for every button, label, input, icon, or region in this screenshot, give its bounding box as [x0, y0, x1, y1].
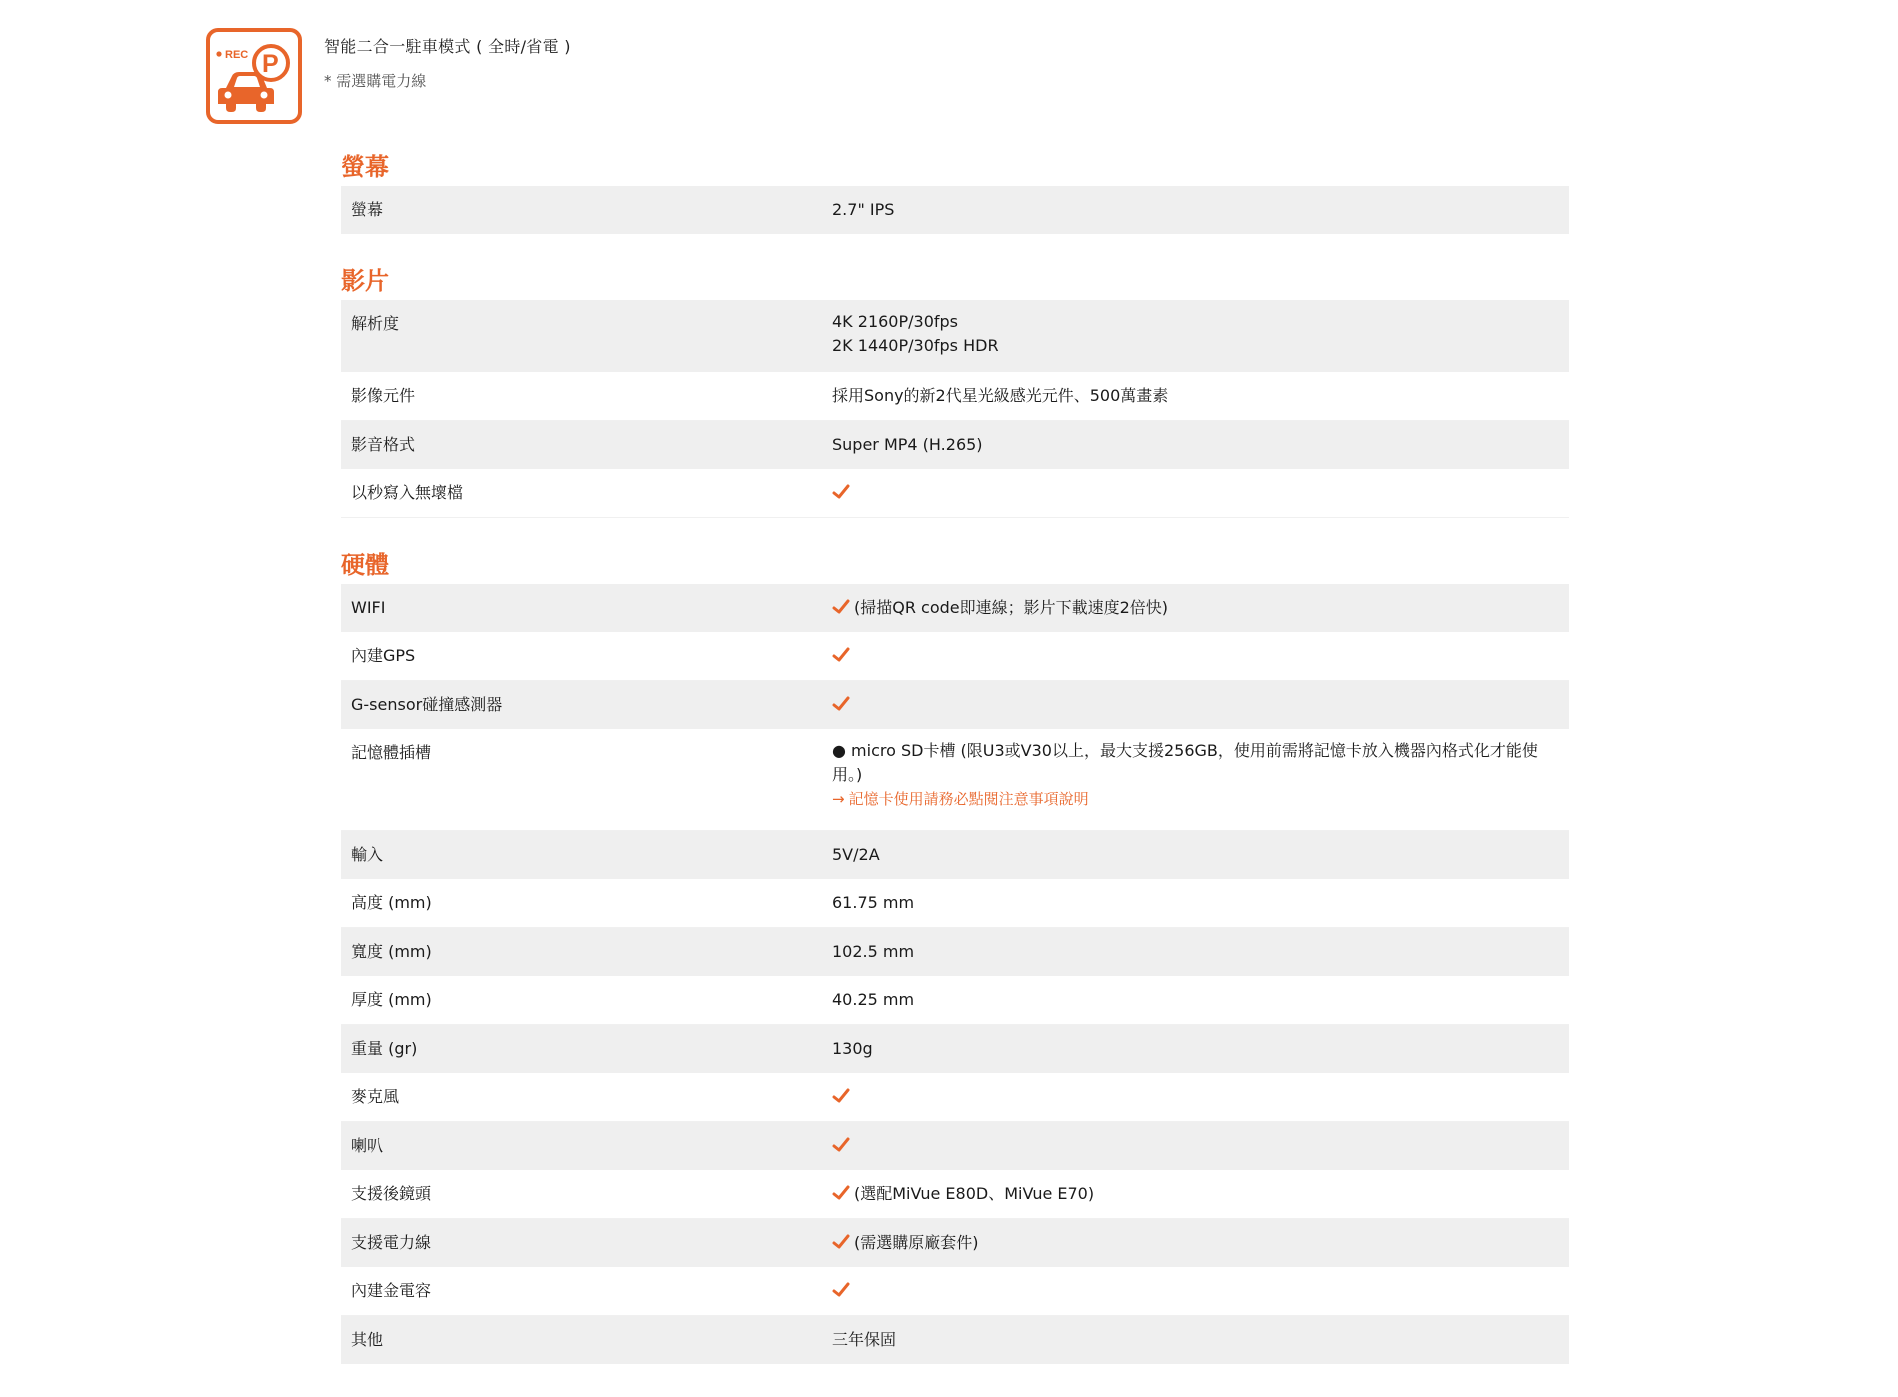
spec-row — [341, 1122, 1569, 1170]
checkmark-icon — [832, 1281, 850, 1299]
spec-label: 支援後鏡頭 — [351, 1184, 432, 1203]
spec-label: 解析度 — [351, 314, 400, 333]
spec-row — [341, 584, 1569, 632]
spec-label: 影像元件 — [351, 386, 416, 405]
spec-label: 輸入 — [351, 845, 384, 864]
spec-row — [341, 1025, 1569, 1073]
feature-note: * 需選購電力線 — [324, 72, 427, 90]
checkmark-icon — [832, 483, 850, 501]
spec-value — [832, 1073, 1569, 1121]
rec-label: REC — [225, 49, 249, 61]
spec-label: WIFI — [351, 598, 386, 617]
checkmark-icon — [832, 1136, 850, 1154]
checkmark-icon — [832, 646, 850, 664]
spec-value — [832, 681, 1569, 729]
spec-row — [341, 928, 1569, 976]
memory-card-notice-link[interactable] — [832, 787, 1539, 811]
section-title: 影片 — [341, 267, 389, 295]
spec-label: 重量 (gr) — [351, 1039, 418, 1058]
checkmark-icon — [832, 695, 850, 713]
spec-value: 三年保固 — [832, 1330, 897, 1349]
spec-row — [341, 1267, 1569, 1316]
spec-label: 影音格式 — [351, 435, 416, 454]
checkmark-icon — [832, 1233, 850, 1251]
spec-row — [341, 1170, 1569, 1219]
spec-label: 高度 (mm) — [351, 893, 432, 912]
spec-label: 喇叭 — [351, 1136, 384, 1155]
spec-note: (選配MiVue E80D、MiVue E70) — [854, 1184, 1095, 1203]
spec-value — [832, 1267, 1569, 1315]
spec-row — [341, 372, 1569, 421]
spec-row — [341, 421, 1569, 469]
checkmark-icon — [832, 1087, 850, 1105]
spec-label: 內建金電容 — [351, 1281, 432, 1300]
spec-note: (需選購原廠套件) — [854, 1233, 979, 1252]
spec-value: 5V/2A — [832, 845, 880, 864]
spec-row — [341, 1219, 1569, 1267]
spec-value — [832, 729, 1569, 830]
section-title: 硬體 — [341, 551, 389, 579]
spec-value: 40.25 mm — [832, 990, 915, 1009]
spec-row — [341, 681, 1569, 729]
spec-value: 61.75 mm — [832, 893, 915, 912]
spec-value — [832, 1170, 1569, 1218]
spec-value — [832, 632, 1569, 680]
spec-label: 支援電力線 — [351, 1233, 432, 1252]
rec-parking-car-icon — [206, 28, 302, 124]
arrow-right-icon: → — [832, 790, 845, 808]
spec-row — [341, 632, 1569, 681]
spec-label: G-sensor碰撞感測器 — [351, 695, 503, 714]
spec-label: 麥克風 — [351, 1087, 400, 1106]
feature-title: 智能二合一駐車模式 ( 全時/省電 ) — [324, 37, 571, 56]
spec-value — [832, 300, 1569, 372]
spec-row — [341, 186, 1569, 234]
spec-value — [832, 584, 1569, 632]
spec-label: 螢幕 — [351, 200, 384, 219]
checkmark-icon — [832, 598, 850, 616]
checkmark-icon — [832, 1184, 850, 1202]
spec-note: (掃描QR code即連線；影片下載速度2倍快) — [854, 598, 1169, 617]
spec-value: 2.7" IPS — [832, 200, 895, 219]
spec-label: 記憶體插槽 — [351, 743, 432, 762]
spec-row — [341, 1073, 1569, 1122]
resolution-4k: 4K 2160P/30fps — [832, 312, 958, 331]
parking-letter: P — [262, 50, 279, 78]
spec-row — [341, 729, 1569, 831]
spec-value — [832, 1122, 1569, 1170]
spec-value: 採用Sony的新2代星光級感光元件、500萬畫素 — [832, 386, 1169, 405]
spec-row — [341, 879, 1569, 928]
section-screen — [341, 148, 1569, 234]
memory-card-notice-link-text: 記憶卡使用請務必點閱注意事項說明 — [848, 790, 1089, 808]
spec-value — [832, 469, 1569, 517]
spec-row — [341, 300, 1569, 372]
spec-row — [341, 831, 1569, 879]
spec-value: Super MP4 (H.265) — [832, 435, 983, 454]
resolution-2k: 2K 1440P/30fps HDR — [832, 336, 999, 355]
memory-slot-description: ● micro SD卡槽 (限U3或V30以上，最大支援256GB，使用前需將記憶卡放入機器內格式化才能使用。) — [832, 741, 1538, 784]
section-title: 螢幕 — [341, 153, 389, 181]
section-hardware — [341, 546, 1569, 1364]
spec-row — [341, 469, 1569, 518]
section-video — [341, 262, 1569, 518]
spec-value: 130g — [832, 1039, 873, 1058]
spec-label: 厚度 (mm) — [351, 990, 432, 1009]
spec-row — [341, 1316, 1569, 1364]
spec-value — [832, 1219, 1569, 1267]
spec-value: 102.5 mm — [832, 942, 915, 961]
spec-label: 內建GPS — [351, 646, 416, 665]
spec-label: 其他 — [351, 1330, 384, 1349]
spec-row — [341, 976, 1569, 1025]
spec-label: 以秒寫入無壞檔 — [351, 483, 464, 502]
spec-table — [341, 148, 1569, 1392]
spec-label: 寬度 (mm) — [351, 942, 432, 961]
